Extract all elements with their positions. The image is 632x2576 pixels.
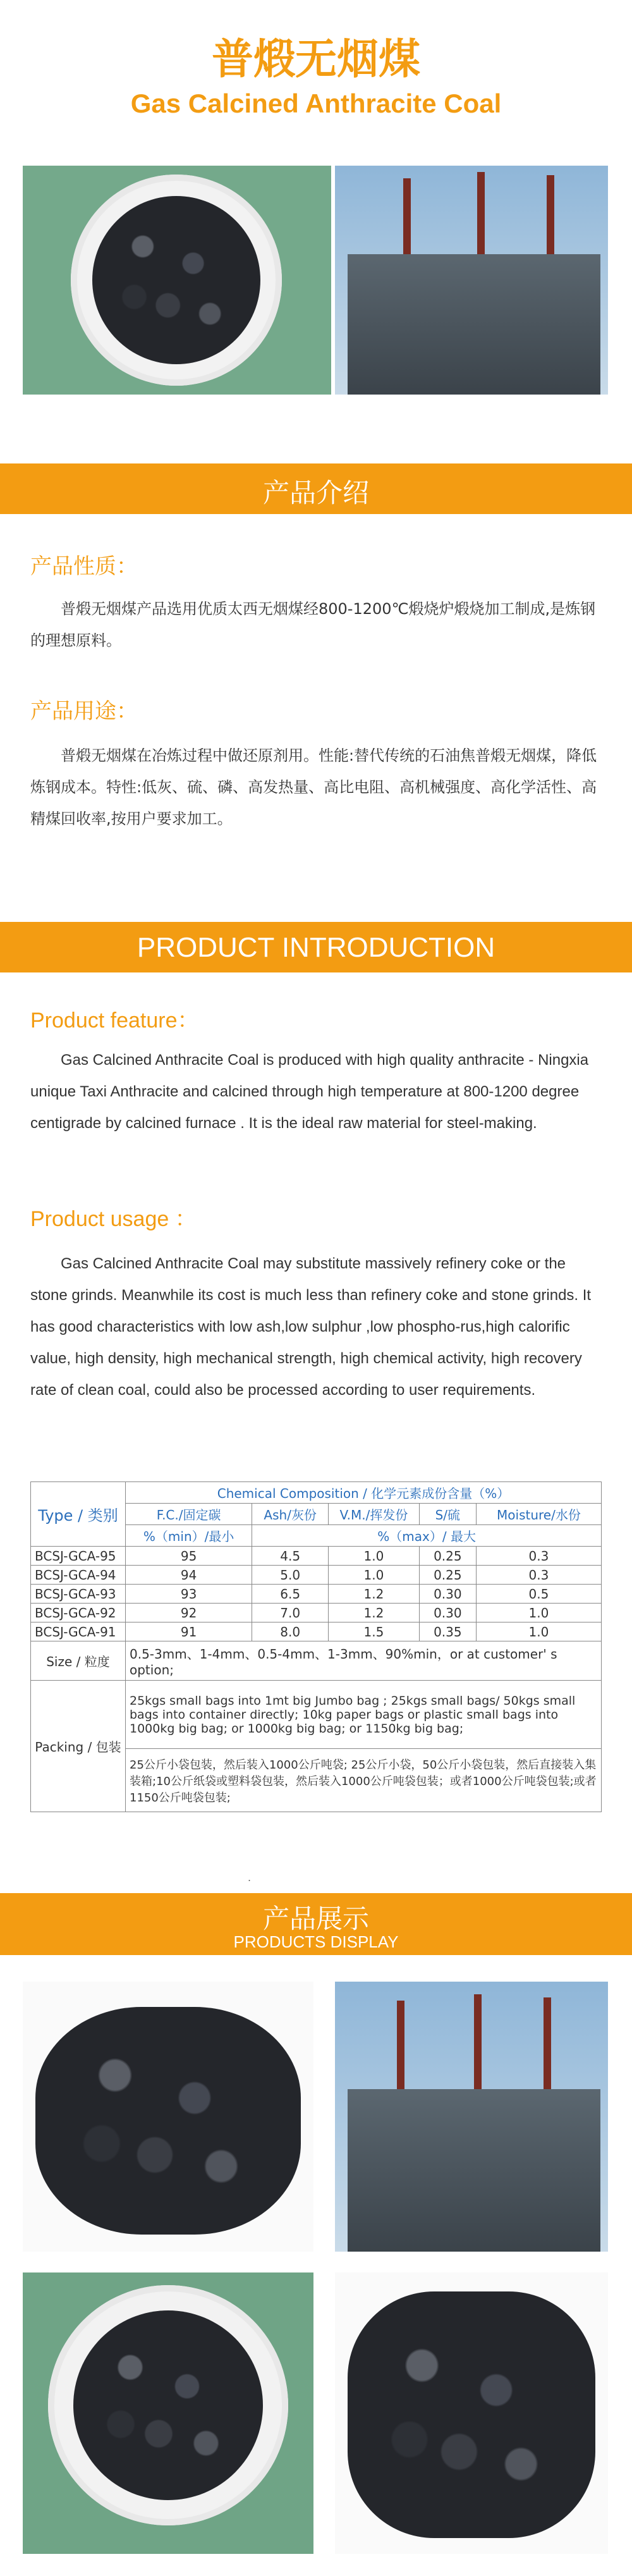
- row-ash: 7.0: [252, 1604, 329, 1622]
- coal-chunks-photo-1: [23, 1982, 313, 2252]
- display-cn-banner-text: 产品展示: [262, 1903, 369, 1934]
- coal-plate-photo: [23, 166, 331, 395]
- coal-plate-photo-2: [23, 2272, 313, 2554]
- packing-label: Packing / 包装: [31, 1681, 126, 1812]
- display-banner: [0, 1893, 632, 1955]
- row-s: 0.25: [419, 1547, 476, 1566]
- min-label: %（min）/最小: [126, 1525, 252, 1547]
- row-fc: 91: [126, 1622, 252, 1641]
- separator-dot: .: [248, 1872, 252, 1884]
- row-ash: 8.0: [252, 1622, 329, 1641]
- row-s: 0.25: [419, 1566, 476, 1585]
- table-row: [31, 1566, 602, 1585]
- cn-usage-heading: 产品用途：: [30, 699, 138, 724]
- table-row: [31, 1547, 602, 1566]
- row-vm: 1.2: [329, 1604, 420, 1622]
- row-s: 0.30: [419, 1585, 476, 1604]
- spec-table: [30, 1481, 602, 1812]
- col-vm: V.M./挥发份: [329, 1504, 420, 1525]
- row-vm: 1.2: [329, 1585, 420, 1604]
- intro-cn-banner-text: 产品介绍: [262, 477, 369, 508]
- table-row: [31, 1622, 602, 1641]
- row-moisture: 0.5: [476, 1585, 601, 1604]
- row-s: 0.35: [419, 1622, 476, 1641]
- row-fc: 95: [126, 1547, 252, 1566]
- calcining-plant-photo: [335, 166, 608, 395]
- packing-en: 25kgs small bags into 1mt big Jumbo bag ; 25kgs small bags/ 50kgs small bags into container directly; 10kg paper bags or plastic small bags into 1000kg big bag; or 1000kg big bag; or 1150kg big bag;: [126, 1681, 602, 1749]
- row-vm: 1.5: [329, 1622, 420, 1641]
- intro-cn-banner: [0, 463, 632, 514]
- intro-en-banner-text: PRODUCT INTRODUCTION: [137, 932, 495, 963]
- row-fc: 94: [126, 1566, 252, 1585]
- page-title-en: Gas Calcined Anthracite Coal: [130, 89, 502, 118]
- row-moisture: 0.3: [476, 1547, 601, 1566]
- cn-feature-heading: 产品性质：: [30, 554, 138, 579]
- col-s: S/硫: [419, 1504, 476, 1525]
- row-moisture: 1.0: [476, 1604, 601, 1622]
- row-fc: 93: [126, 1585, 252, 1604]
- row-vm: 1.0: [329, 1547, 420, 1566]
- row-ash: 6.5: [252, 1585, 329, 1604]
- row-fc: 92: [126, 1604, 252, 1622]
- row-type: BCSJ-GCA-94: [31, 1566, 126, 1585]
- row-ash: 4.5: [252, 1547, 329, 1566]
- table-row: [31, 1604, 602, 1622]
- intro-en-banner: [0, 922, 632, 972]
- en-feature-text: Gas Calcined Anthracite Coal is produced with high quality anthracite - Ningxia unique Taxi Anthracite and calcined through high temperature at 800-1200 degree centigrade by calcined furnace . It is the ideal raw material for steel-making.: [30, 1052, 589, 1132]
- row-type: BCSJ-GCA-93: [31, 1585, 126, 1604]
- packing-cn: 25公斤小袋包装，然后装入1000公斤吨袋; 25公斤小袋，50公斤小袋包装，然后直接装入集装箱;10公斤纸袋或塑料袋包装，然后装入1000公斤吨袋包装；或者1000公斤吨袋包装;或者1150公斤吨袋包装;: [126, 1749, 602, 1812]
- row-type: BCSJ-GCA-92: [31, 1604, 126, 1622]
- col-fc: F.C./固定碳: [126, 1504, 252, 1525]
- page-title-cn: 普煅无烟煤: [212, 35, 420, 83]
- chem-header: Chemical Composition / 化学元素成份含量（%）: [126, 1482, 602, 1504]
- table-row: [31, 1585, 602, 1604]
- row-moisture: 1.0: [476, 1622, 601, 1641]
- size-value: 0.5-3mm、1-4mm、0.5-4mm、1-3mm、90%min，or at customer' s option;: [126, 1641, 602, 1681]
- max-label: %（max）/ 最大: [252, 1525, 602, 1547]
- cn-feature-text: 普煅无烟煤产品选用优质太西无烟煤经800-1200℃煅烧炉煅烧加工制成,是炼钢的理想原料。: [30, 600, 596, 649]
- en-usage-heading: Product usage ：: [30, 1207, 197, 1231]
- row-type: BCSJ-GCA-95: [31, 1547, 126, 1566]
- en-feature-heading: Product feature：: [30, 1009, 199, 1033]
- row-ash: 5.0: [252, 1566, 329, 1585]
- type-header: Type / 类别: [31, 1482, 126, 1547]
- size-label: Size / 粒度: [31, 1641, 126, 1681]
- col-ash: Ash/灰份: [252, 1504, 329, 1525]
- coal-chunks-photo-3: [335, 2272, 608, 2554]
- col-moisture: Moisture/水份: [476, 1504, 601, 1525]
- cn-usage-text: 普煅无烟煤在冶炼过程中做还原剂用。性能:替代传统的石油焦普煅无烟煤，降低炼钢成本。特性:低灰、硫、磷、高发热量、高比电阻、高机械强度、高化学活性、高精煤回收率,按用户要求加工。: [30, 747, 597, 828]
- row-vm: 1.0: [329, 1566, 420, 1585]
- row-moisture: 0.3: [476, 1566, 601, 1585]
- en-usage-text: Gas Calcined Anthracite Coal may substitute massively refinery coke or the stone grinds. Meanwhile its cost is much less than refinery coke and stone grinds. It has good characteristics with low ash,low sulphur ,low phospho-rus,high calorific value, high density, high mechanical strength, high chemical activity, high recovery rate of clean coal, could also be processed according to user requirements.: [30, 1255, 592, 1399]
- row-type: BCSJ-GCA-91: [31, 1622, 126, 1641]
- plant-photo-2: [335, 1982, 608, 2252]
- row-s: 0.30: [419, 1604, 476, 1622]
- display-en-banner-text: PRODUCTS DISPLAY: [233, 1932, 399, 1951]
